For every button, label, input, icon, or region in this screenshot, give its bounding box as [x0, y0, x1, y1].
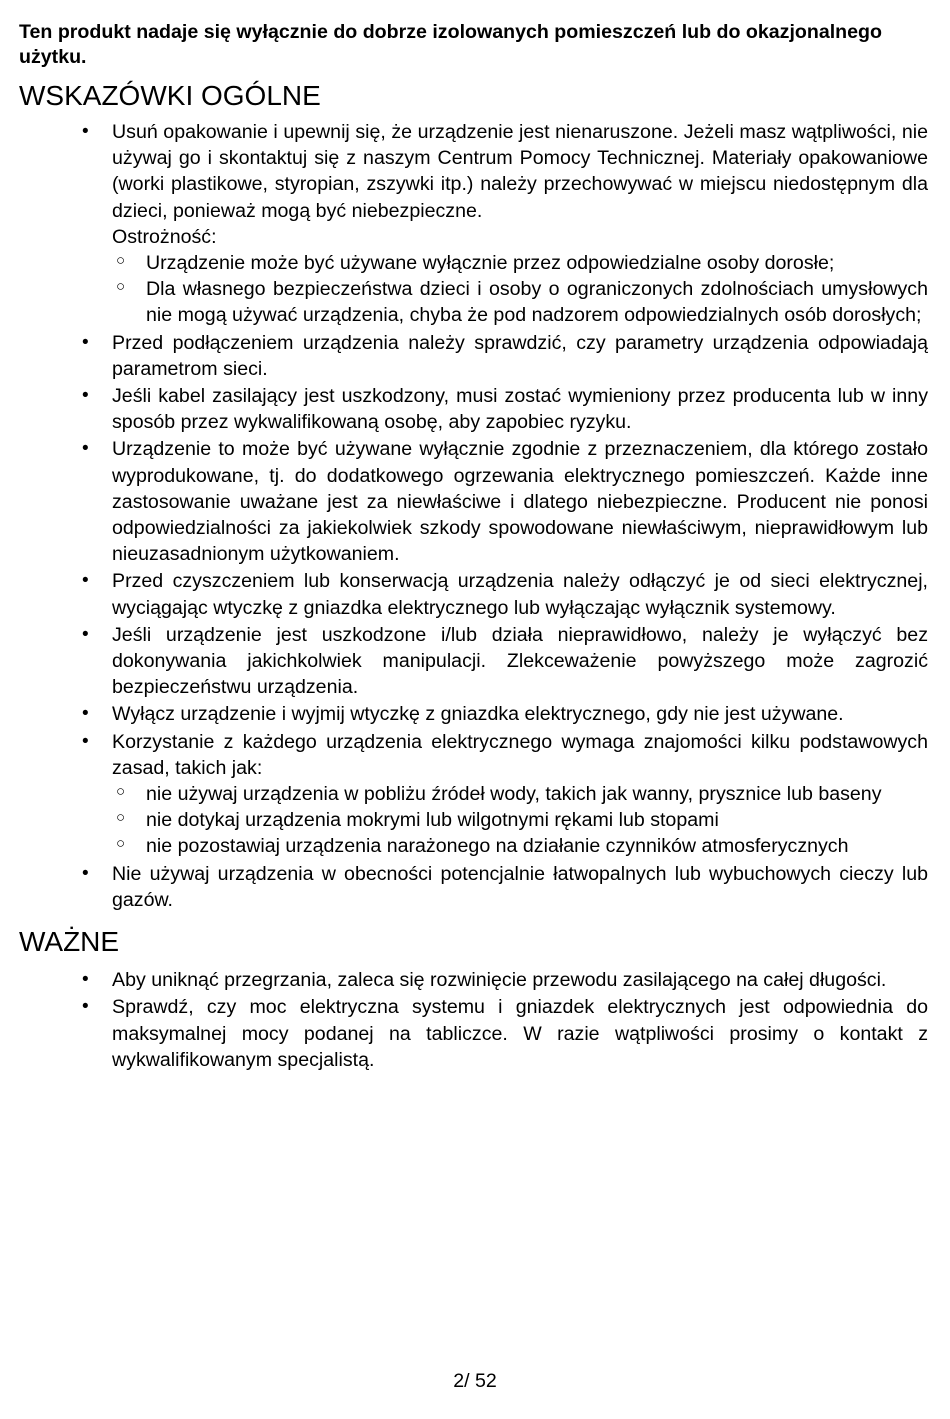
bullet-icon: •: [82, 862, 89, 884]
sub-list: [112, 781, 928, 860]
bullet-icon: •: [82, 703, 89, 725]
list-item: [19, 330, 928, 382]
general-guidelines-list: [19, 119, 928, 913]
sub-list-item: [112, 807, 928, 833]
section-heading-general: WSKAZÓWKI OGÓLNE: [19, 80, 321, 111]
sub-list-item: [112, 833, 928, 859]
page-number: 2/ 52: [453, 1370, 497, 1392]
circle-bullet-icon: ○: [116, 278, 126, 296]
sub-list-item: [112, 250, 928, 276]
intro-notice: Ten produkt nadaje się wyłącznie do dobrze izolowanych pomieszczeń lub do okazjonalnego użytku.: [19, 21, 882, 68]
list-item-text: Urządzenie to może być używane wyłącznie zgodnie z przeznaczeniem, dla którego zostało wyprodukowane, tj. do dodatkowego ogrzewania elektrycznego pomieszczeń. Każde inne zastosowanie uważane jest za niewłaściwe i dlatego niebezpieczne. Producent nie ponosi odpowiedzialności za jakiekolwiek szkody spowodowane niewłaściwym, nieprawidłowym lub nieuzasadnionym użytkowaniem.: [112, 438, 928, 566]
sub-list-item-text: nie pozostawiaj urządzenia narażonego na działanie czynników atmosferycznych: [146, 835, 849, 858]
sub-list-item-text: Dla własnego bezpieczeństwa dzieci i osoby o ograniczonych zdolnościach umysłowych nie mogą używać urządzenia, chyba że pod nadzorem odpowiedzialnych osób dorosłych;: [146, 278, 928, 327]
manual-page: [19, 20, 928, 1074]
bullet-icon: •: [82, 121, 89, 142]
list-item: [19, 967, 928, 993]
sub-list-item: [112, 781, 928, 807]
list-item-text: Korzystanie z każdego urządzenia elektrycznego wymaga znajomości kilku podstawowych zasad, takich jak:: [112, 730, 928, 779]
bullet-icon: •: [82, 969, 89, 991]
list-item: [19, 994, 928, 1073]
list-item: [19, 861, 928, 913]
circle-bullet-icon: ○: [116, 252, 126, 270]
section-heading-important: WAŻNE: [19, 926, 120, 958]
circle-bullet-icon: ○: [116, 783, 126, 801]
bullet-icon: •: [82, 623, 89, 645]
list-item: [19, 119, 928, 329]
sub-list-item-text: nie dotykaj urządzenia mokrymi lub wilgotnymi rękami lub stopami: [146, 809, 719, 832]
bullet-icon: •: [82, 570, 89, 592]
list-item: [19, 622, 928, 701]
sub-list-item-text: Urządzenie może być używane wyłącznie przez odpowiedzialne osoby dorosłe;: [146, 252, 835, 275]
bullet-icon: •: [82, 730, 89, 752]
circle-bullet-icon: ○: [116, 809, 126, 827]
list-item-text: Usuń opakowanie i upewnij się, że urządzenie jest nienaruszone. Jeżeli masz wątpliwości, nie używaj go i skontaktuj się z naszym Centrum Pomocy Technicznej. Materiały opakowaniowe (worki plastikowe, styropian, zszywki itp.) należy przechowywać w miejscu niedostępnym dla dzieci, ponieważ mogą być niebezpieczne.: [112, 121, 928, 222]
list-item-text: Aby uniknąć przegrzania, zaleca się rozwinięcie przewodu zasilającego na całej długości.: [112, 969, 887, 992]
bullet-icon: •: [82, 438, 89, 460]
list-item: [19, 383, 928, 435]
sub-list: [112, 250, 928, 329]
sub-list-item-text: nie używaj urządzenia w pobliżu źródeł wody, takich jak wanny, prysznice lub baseny: [146, 783, 882, 806]
bullet-icon: •: [82, 331, 89, 353]
list-item-text: Wyłącz urządzenie i wyjmij wtyczkę z gniazdka elektrycznego, gdy nie jest używane.: [112, 703, 844, 726]
list-item: [19, 729, 928, 860]
list-item: [19, 436, 928, 567]
list-item-text: Sprawdź, czy moc elektryczna systemu i gniazdek elektrycznych jest odpowiednia do maksymalnej mocy podanej na tabliczce. W razie wątpliwości prosimy o kontakt z wykwalifikowanym specjalistą.: [112, 996, 928, 1071]
list-item: [19, 568, 928, 620]
list-item-text: Przed podłączeniem urządzenia należy sprawdzić, czy parametry urządzenia odpowiadają parametrom sieci.: [112, 331, 928, 380]
important-list: [19, 967, 928, 1073]
circle-bullet-icon: ○: [116, 835, 126, 853]
list-item-text: Jeśli urządzenie jest uszkodzone i/lub działa nieprawidłowo, należy je wyłączyć bez dokonywania jakichkolwiek manipulacji. Zlekceważenie powyższego może zagrozić bezpieczeństwu urządzenia.: [112, 623, 928, 699]
caution-label: Ostrożność:: [112, 225, 217, 248]
list-item-text: Przed czyszczeniem lub konserwacją urządzenia należy odłączyć je od sieci elektrycznej, wyciągając wtyczkę z gniazdka elektrycznego lub wyłączając wyłącznik systemowy.: [112, 570, 928, 619]
bullet-icon: •: [82, 385, 89, 407]
list-item: [19, 701, 928, 727]
list-item-text: Jeśli kabel zasilający jest uszkodzony, musi zostać wymieniony przez producenta lub w inny sposób przez wykwalifikowaną osobę, aby zapobiec ryzyku.: [112, 385, 928, 434]
list-item-text: Nie używaj urządzenia w obecności potencjalnie łatwopalnych lub wybuchowych cieczy lub gazów.: [112, 862, 928, 911]
bullet-icon: •: [82, 996, 89, 1018]
sub-list-item: [112, 276, 928, 328]
